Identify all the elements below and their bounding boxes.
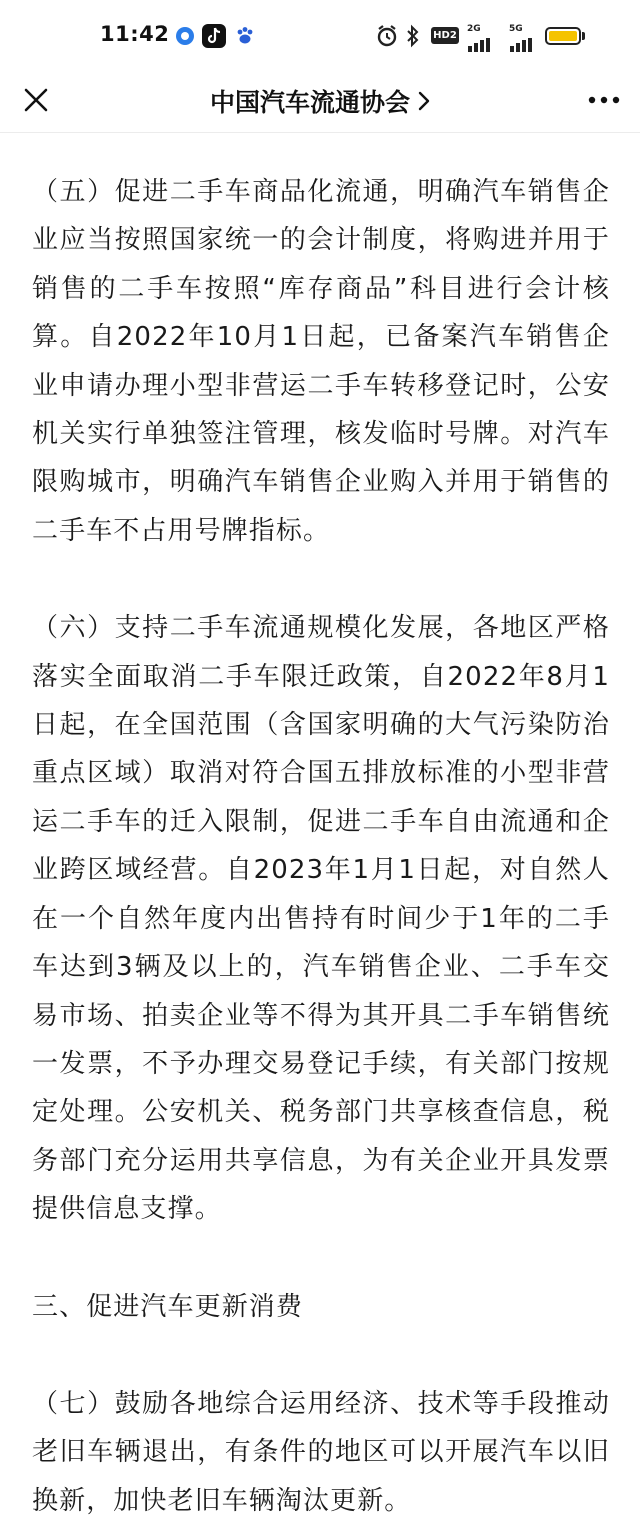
chevron-right-icon [418, 91, 430, 111]
nav-title-wrap [0, 70, 640, 132]
account-title-link[interactable] [210, 83, 430, 119]
section-heading-3: 三、促进汽车更新消费 [32, 1291, 304, 1322]
paragraph-spacer [32, 1331, 610, 1380]
paragraph-spacer [32, 555, 610, 604]
status-time: 11:42 [100, 22, 170, 46]
account-title: 中国汽车流通协会 [209, 88, 410, 117]
paragraph-5: （五）促进二手车商品化流通，明确汽车销售企业应当按照国家统一的会计制度，将购进并用于销售的二手车按照“库存商品”科目进行会计核算。自2022年10月1日起，已备案汽车销售企业申请办理小型非营运二手车转移登记时，公安机关实行单独签注管理，核发临时号牌。对汽车限购城市，明确汽车销售企业购入并用于销售的二手车不占用号牌指标。 [32, 177, 610, 546]
hd-badge: HD2 [431, 27, 459, 44]
close-button[interactable] [14, 78, 58, 122]
tiktok-icon [202, 24, 226, 48]
location-app-icon [173, 24, 197, 48]
paragraph-7: （七）鼓励各地综合运用经济、技术等手段推动老旧车辆退出，有条件的地区可以开展汽车以旧换新，加快老旧车辆淘汰更新。 [32, 1388, 610, 1516]
net2-label: 5G [509, 24, 523, 34]
bluetooth-icon [405, 24, 421, 48]
more-button[interactable] [582, 78, 626, 122]
paragraph-6: （六）支持二手车流通规模化发展，各地区严格落实全面取消二手车限迁政策，自2022年8月1日起，在全国范围（含国家明确的大气污染防治重点区域）取消对符合国五排放标准的小型非营运二手车的迁入限制，促进二手车自由流通和企业跨区域经营。自2023年1月1日起，对自然人在一个自然年度内出售持有时间少于1年的二手车达到3辆及以上的，汽车销售企业、二手车交易市场、拍卖企业等不得为其开具二手车销售统一发票，不予办理交易登记手续，有关部门按规定处理。公安机关、税务部门共享核查信息，税务部门充分运用共享信息，为有关企业开具发票提供信息支撑。 [32, 613, 610, 1225]
paragraph-spacer [32, 1234, 610, 1283]
close-icon [23, 87, 49, 113]
signal-2g-icon [466, 33, 494, 57]
signal-5g-icon [508, 33, 538, 57]
more-dots-icon [588, 96, 620, 104]
baidu-paw-icon [233, 24, 257, 48]
battery-icon [545, 27, 581, 45]
alarm-icon [376, 24, 398, 48]
article-body [32, 168, 610, 1525]
status-bar [0, 0, 640, 70]
battery-level [549, 31, 577, 41]
net1-label: 2G [467, 24, 481, 34]
battery-tip [582, 32, 585, 40]
nav-bar [0, 70, 640, 133]
